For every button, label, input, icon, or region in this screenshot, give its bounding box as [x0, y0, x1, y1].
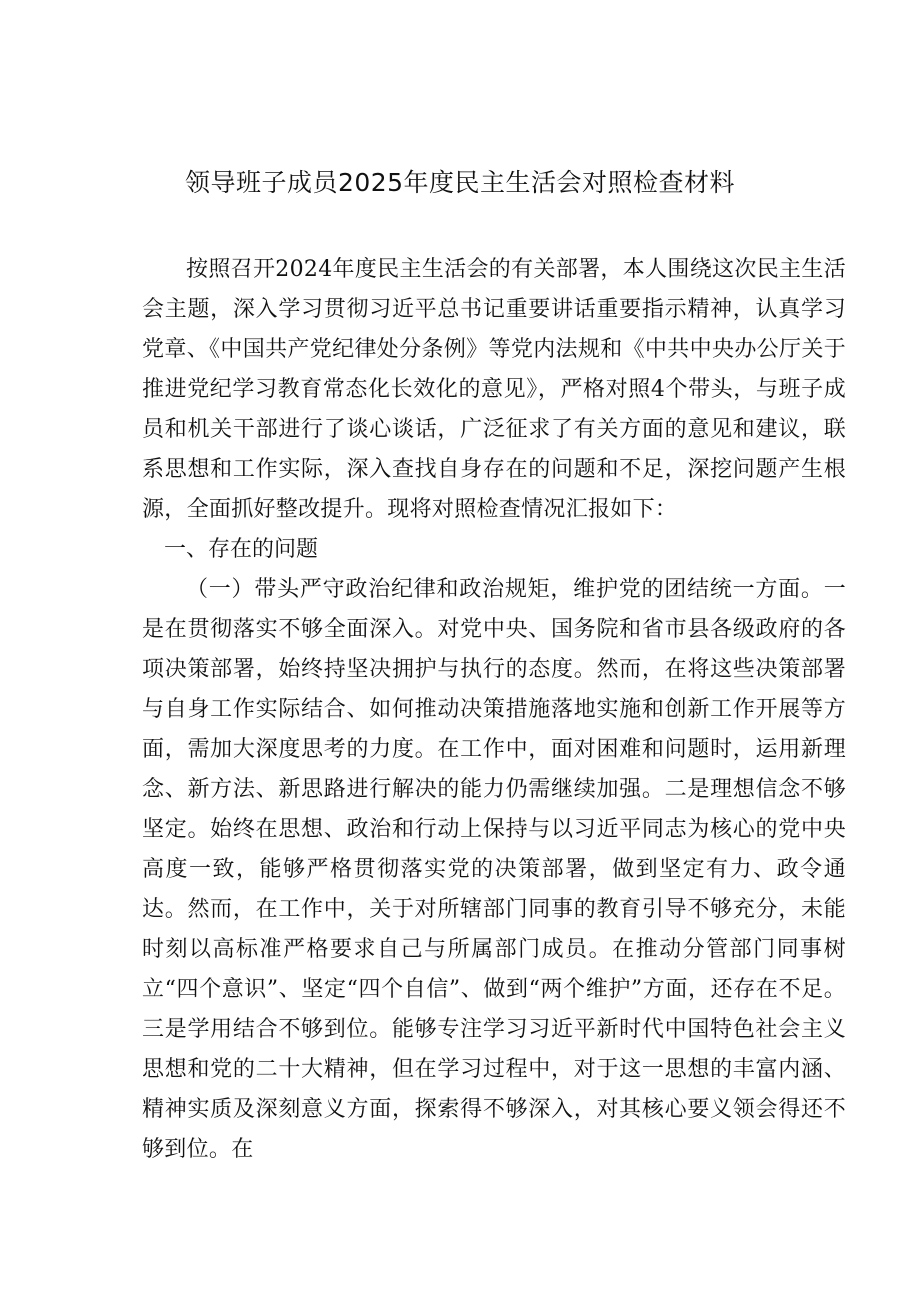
intro-paragraph: 按照召开2024年度民主生活会的有关部署，本人围绕这次民主生活会主题，深入学习贯彻习近平总书记重要讲话重要指示精神，认真学习党章、《中国共产党纪律处分条例》等党内法规和《中共中央办公厅关于推进党纪学习教育常态化长效化的意见》，严格对照4个带头，与班子成员和机关干部进行了谈心谈话，广泛征求了有关方面的意见和建议，联系思想和工作实际，深入查找自身存在的问题和不足，深挖问题产生根源，全面抓好整改提升。现将对照检查情况汇报如下： — [142, 257, 846, 522]
section-heading-problems: 一、存在的问题 — [164, 537, 319, 562]
document-title: 领导班子成员2025年度民主生活会对照检查材料 — [184, 168, 736, 197]
document-body — [142, 250, 846, 1170]
section-paragraph: （一）带头严守政治纪律和政治规矩，维护党的团结统一方面。一是在贯彻落实不够全面深入。对党中央、国务院和省市县各级政府的各项决策部署，始终持坚决拥护与执行的态度。然而，在将这些决策部署与自身工作实际结合、如何推动决策措施落地实施和创新工作开展等方面，需加大深度思考的力度。在工作中，面对困难和问题时，运用新理念、新方法、新思路进行解决的能力仍需继续加强。二是理想信念不够坚定。始终在思想、政治和行动上保持与以习近平同志为核心的党中央高度一致，能够严格贯彻落实党的决策部署，做到坚定有力、政令通达。然而，在工作中，关于对所辖部门同事的教育引导不够充分，未能时刻以高标准严格要求自己与所属部门成员。在推动分管部门同事树立“四个意识”、坚定“四个自信”、做到“两个维护”方面，还存在不足。三是学用结合不够到位。能够专注学习习近平新时代中国特色社会主义思想和党的二十大精神，但在学习过程中，对于这一思想的丰富内涵、精神实质及深刻意义方面，探索得不够深入，对其核心要义领会得还不够到位。在 — [142, 577, 846, 1162]
